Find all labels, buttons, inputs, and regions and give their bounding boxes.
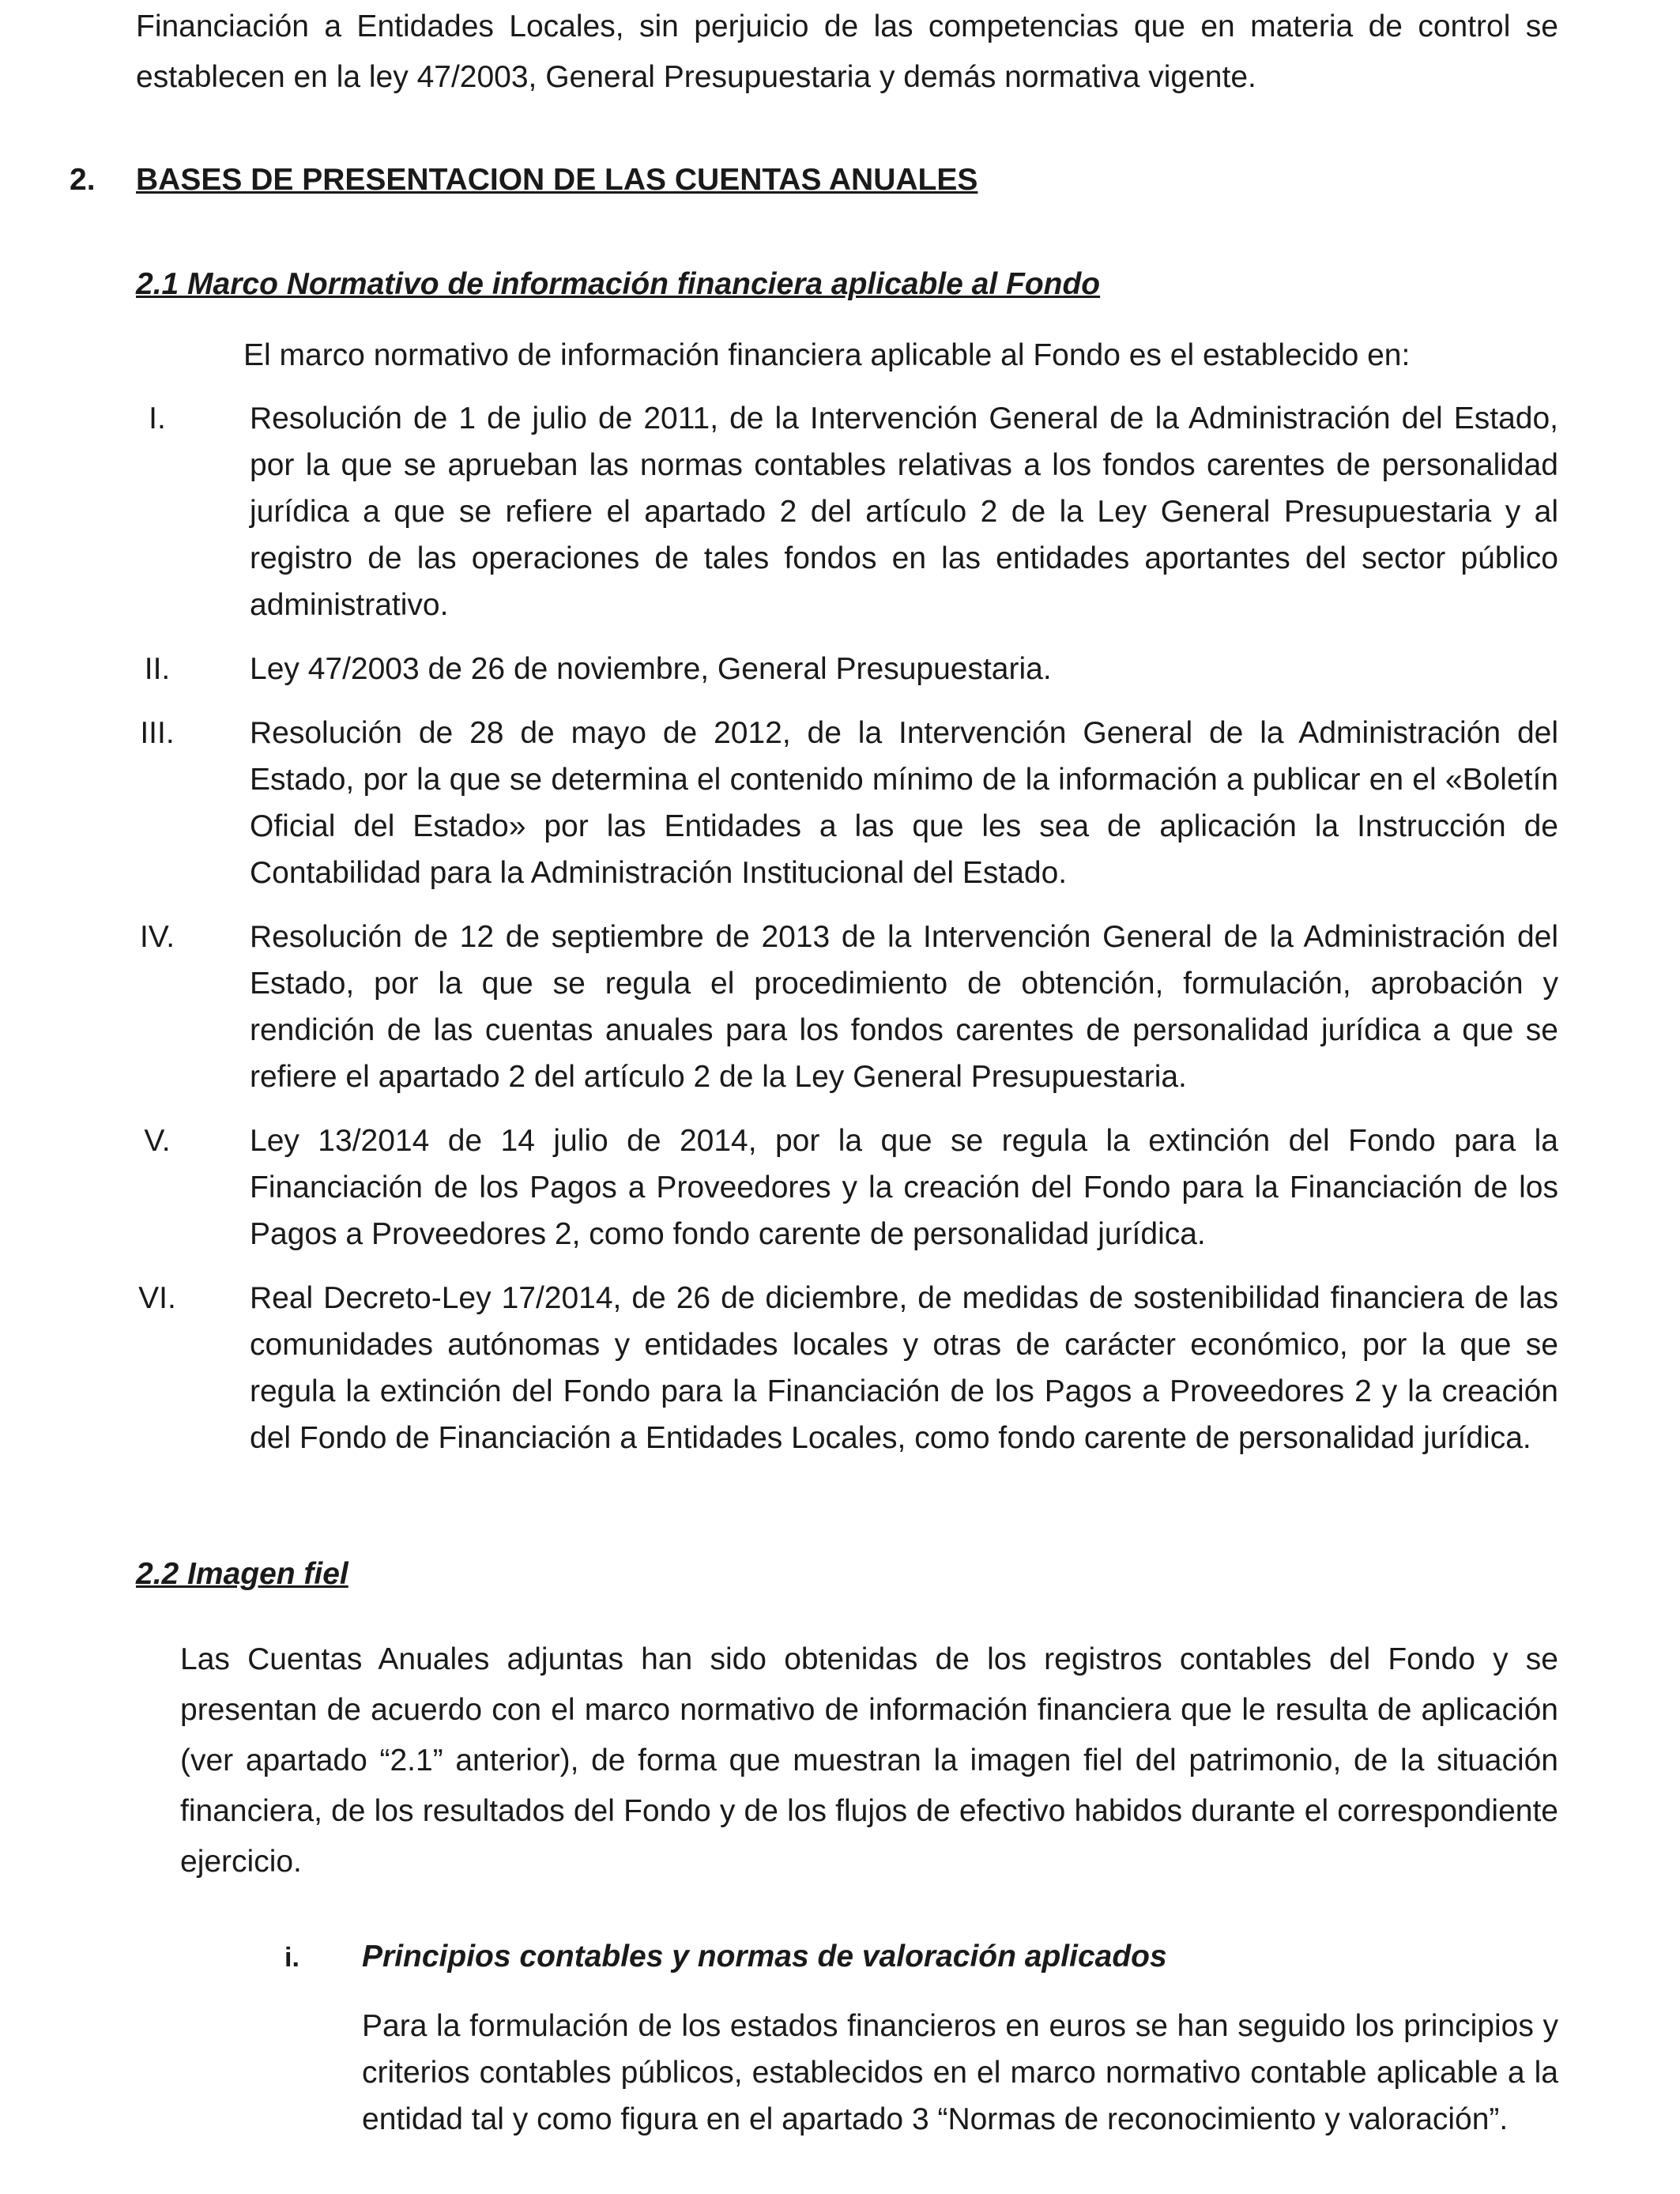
regulation-list — [119, 395, 1558, 1479]
section-heading — [70, 155, 977, 205]
subsection-2-1-lead: El marco normativo de información financiera aplicable al Fondo es el establecido en: — [243, 338, 1411, 372]
list-item-text: Real Decreto-Ley 17/2014, de 26 de diciembre, de medidas de sostenibilidad financiera de las comunidades autónomas y entidades locales y otras de carácter económico, por la que se regula la extinción del Fondo para la Financiación de los Pagos a Proveedores 2 y la creación del Fondo de Financiación a Entidades Locales, como fondo carente de personalidad jurídica. — [250, 1281, 1558, 1455]
list-numeral: V. — [144, 1124, 171, 1158]
subsection-2-2-body: Las Cuentas Anuales adjuntas han sido obtenidas de los registros contables del Fondo y se presentan de acuerdo con el marco normativo de información financiera que le resulta de aplicación (ver apartado “2.1” anterior), de forma que muestran la imagen fiel del patrimonio, de la situación financiera, de los resultados del Fondo y de los flujos de efectivo habidos durante el correspondiente ejercicio. — [180, 1642, 1558, 1879]
section-number: 2. — [70, 163, 96, 197]
subsection-i-heading — [284, 1932, 1167, 1983]
list-numeral: I. — [149, 401, 166, 435]
section-title: BASES DE PRESENTACION DE LAS CUENTAS ANUALES — [136, 163, 978, 197]
list-item-text: Resolución de 1 de julio de 2011, de la Intervención General de la Administración del Estado, por la que se aprueban las normas contables relativas a los fondos carentes de personalidad jurídica a que se refiere el apartado 2 del artículo 2 de la Ley General Presupuestaria y al registro de las operaciones de tales fondos en las entidades aportantes del sector público administrativo. — [250, 401, 1558, 622]
list-item — [119, 1118, 1558, 1257]
subsection-i-body: Para la formulación de los estados financieros en euros se han seguido los principios y criterios contables públicos, establecidos en el marco normativo contable aplicable a la entidad tal y como figura en el apartado 3 “Normas de reconocimiento y valoración”. — [362, 2009, 1558, 2136]
list-numeral: IV. — [139, 920, 175, 954]
list-item-text: Ley 13/2014 de 14 julio de 2014, por la que se regula la extinción del Fondo para la Financiación de los Pagos a Proveedores y la creación del Fondo para la Financiación de los Pagos a Proveedores 2, como fondo carente de personalidad jurídica. — [250, 1124, 1558, 1251]
list-item — [119, 710, 1558, 896]
subsection-2-2-title: 2.2 Imagen fiel — [136, 1557, 348, 1591]
intro-paragraph: Financiación a Entidades Locales, sin perjuicio de las competencias que en materia de control se establecen en la ley 47/2003, General Presupuestaria y demás normativa vigente. — [136, 9, 1558, 94]
list-numeral: VI. — [138, 1281, 176, 1315]
list-item — [119, 395, 1558, 628]
list-item — [119, 646, 1558, 692]
subsection-2-1-title: 2.1 Marco Normativo de información financiera aplicable al Fondo — [136, 267, 1101, 301]
list-numeral: II. — [144, 652, 171, 686]
list-numeral: III. — [140, 716, 175, 750]
list-item — [119, 1275, 1558, 1461]
list-item-text: Resolución de 28 de mayo de 2012, de la Intervención General de la Administración del Estado, por la que se determina el contenido mínimo de la información a publicar en el «Boletín Oficial del Estado» por las Entidades a las que les sea de aplicación la Instrucción de Contabilidad para la Administración Institucional del Estado. — [250, 716, 1558, 890]
list-item-text: Resolución de 12 de septiembre de 2013 de la Intervención General de la Administración del Estado, por la que se regula el procedimiento de obtención, formulación, aprobación y rendición de las cuentas anuales para los fondos carentes de personalidad jurídica a que se refiere el apartado 2 del artículo 2 de la Ley General Presupuestaria. — [250, 920, 1558, 1094]
list-item-text: Ley 47/2003 de 26 de noviembre, General Presupuestaria. — [250, 652, 1052, 686]
list-item — [119, 914, 1558, 1100]
subsection-i-marker: i. — [284, 1943, 299, 1973]
subsection-i-title: Principios contables y normas de valoración aplicados — [362, 1940, 1167, 1973]
